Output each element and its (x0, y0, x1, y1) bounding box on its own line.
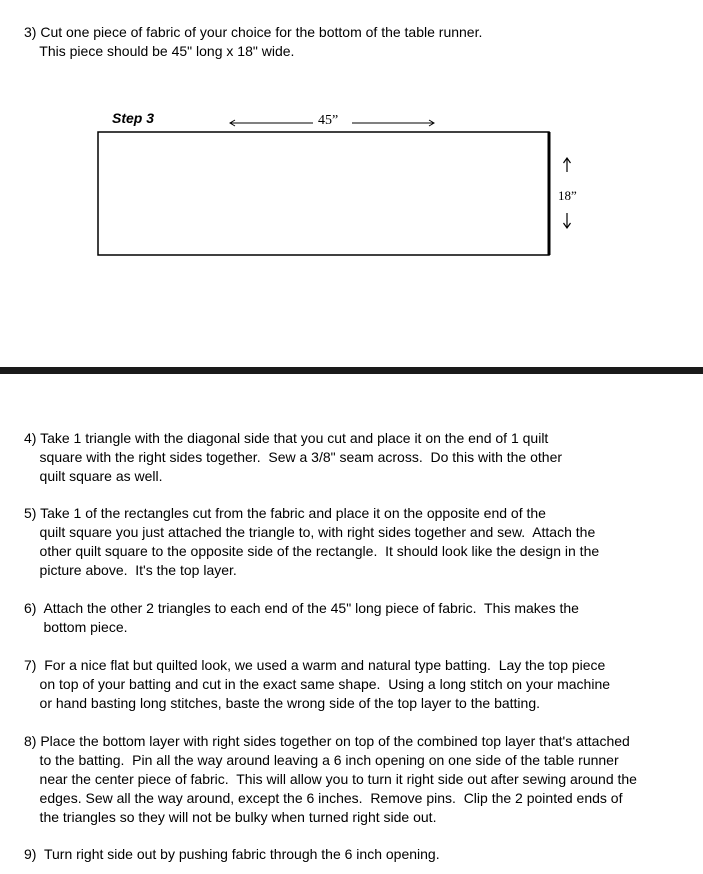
step-4-instructions (24, 429, 562, 486)
step-5-instructions (24, 504, 599, 580)
text-line: to the batting. Pin all the way around leaving a 6 inch opening on one side of the table runner (24, 752, 619, 768)
text-line: This piece should be 45" long x 18" wide. (24, 43, 295, 59)
step-6-instructions (24, 599, 579, 637)
step-8-instructions (24, 732, 637, 827)
text-line: 8) Place the bottom layer with right sides together on top of the combined top layer that's attached (24, 733, 630, 749)
text-line: 3) Cut one piece of fabric of your choice for the bottom of the table runner. (24, 24, 483, 40)
width-dimension: 18” (558, 188, 577, 203)
arrow-up-icon (564, 158, 571, 172)
step-3-diagram (0, 100, 703, 270)
step-3-instructions (24, 23, 482, 61)
text-line: 5) Take 1 of the rectangles cut from the fabric and place it on the opposite end of the (24, 505, 546, 521)
step-7-instructions (24, 656, 610, 713)
text-line: bottom piece. (24, 619, 128, 635)
text-line: other quilt square to the opposite side of the rectangle. It should look like the design in the (24, 543, 600, 559)
text-line: 4) Take 1 triangle with the diagonal side that you cut and place it on the end of 1 quilt (24, 430, 549, 446)
text-line: 6) Attach the other 2 triangles to each end of the 45" long piece of fabric. This makes the (24, 600, 579, 616)
text-line: 7) For a nice flat but quilted look, we used a warm and natural type batting. Lay the top piece (24, 657, 606, 673)
diagram-label: Step 3 (112, 110, 155, 126)
diagram-drawing (0, 100, 703, 270)
arrow-down-icon (564, 213, 571, 228)
section-divider (0, 367, 703, 374)
text-line: quilt square as well. (24, 468, 163, 484)
text-line: picture above. It's the top layer. (24, 562, 237, 578)
fabric-rectangle (98, 132, 549, 255)
text-line: 9) Turn right side out by pushing fabric through the 6 inch opening. (24, 846, 440, 862)
text-line: square with the right sides together. Sew a 3/8" seam across. Do this with the other (24, 449, 563, 465)
text-line: quilt square you just attached the triangle to, with right sides together and sew. Attach the (24, 524, 596, 540)
text-line: on top of your batting and cut in the exact same shape. Using a long stitch on your machine (24, 676, 611, 692)
text-line: near the center piece of fabric. This will allow you to turn it right side out after sewing around the (24, 771, 637, 787)
length-dimension: 45” (318, 113, 339, 128)
step-9-instructions (24, 845, 440, 864)
text-line: or hand basting long stitches, baste the wrong side of the top layer to the batting. (24, 695, 540, 711)
text-line: edges. Sew all the way around, except the 6 inches. Remove pins. Clip the 2 pointed ends of (24, 790, 623, 806)
text-line: the triangles so they will not be bulky when turned right side out. (24, 809, 437, 825)
